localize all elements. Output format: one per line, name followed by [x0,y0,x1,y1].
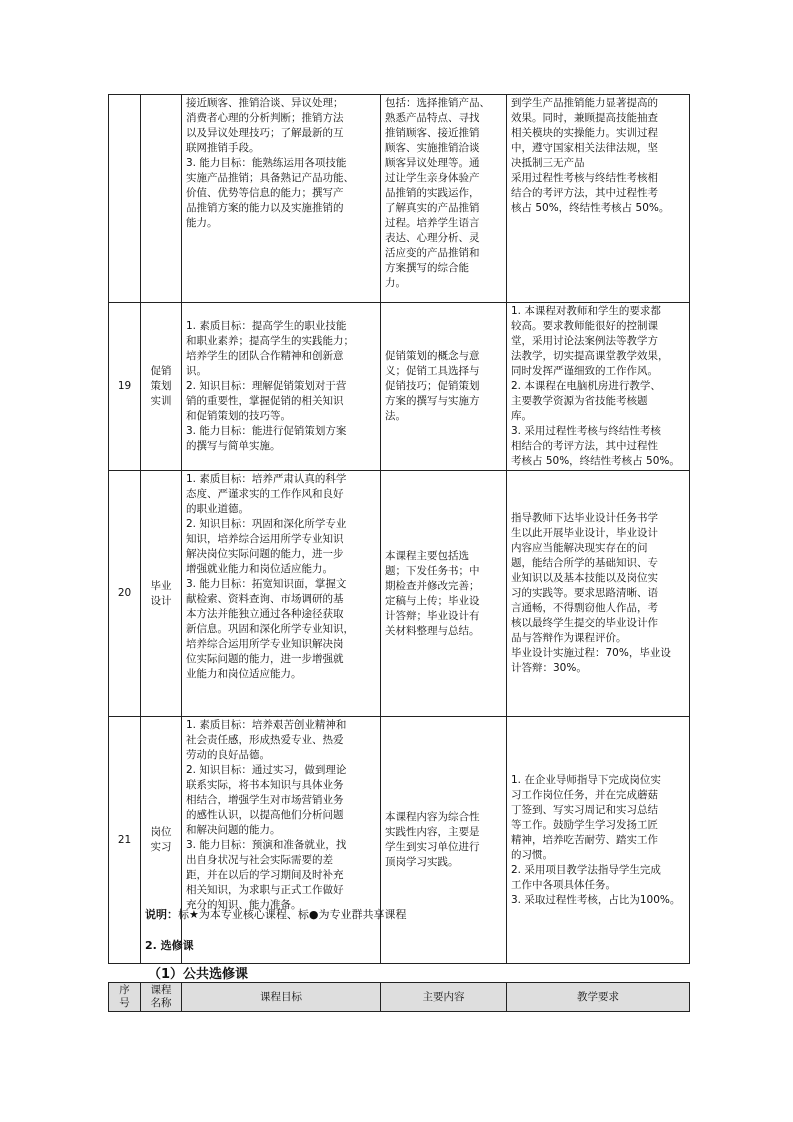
main-content-line: 实践性内容，主要是 [385,826,480,838]
teaching-requirements-line: 效果。同时，兼顾提高技能抽查 [511,112,658,124]
main-content-line: 包括：选择推销产品、 [385,97,490,109]
course-goals-line: 识。 [186,365,207,377]
table-row [109,303,690,471]
teaching-requirements-line: 3. 采用过程性考核与终结性考核 [511,425,661,437]
course-goals-cell [182,303,381,471]
header-course-goals: 课程目标 [182,983,381,1012]
course-goals-line: 联系实际，将书本知识与具体业务 [186,779,344,791]
course-goals-line: 培养综合运用所学专业知识解决岗 [186,638,344,650]
course-goals-line: 知识，培养综合运用所学专业知识 [186,533,344,545]
main-content-line: 方案的撰写与实施方 [385,395,480,407]
teaching-requirements-line: 工作中各项具体任务。 [511,878,616,891]
teaching-requirements-line: 决抵制三无产品 [511,157,585,169]
course-goals-line: 3. 能力目标：能进行促销策划方案 [186,425,347,437]
footnote-label: 说明： [145,908,178,921]
teaching-requirements-line: 习的实践等。要求思路清晰、语 [511,587,658,599]
teaching-requirements-line: 毕业设计实施过程：70%，毕业设 [511,647,671,659]
teaching-requirements-line: 结合的考评方法，其中过程性考 [511,187,658,199]
header-num [109,983,141,1012]
course-goals-line: 的职业道德。 [186,503,249,515]
course-name-line: 促销 [150,365,172,377]
teaching-requirements-cell [507,95,690,303]
teaching-requirements-line: 核占 50%，终结性考核占 50%。 [511,202,670,214]
main-content-line: 促销技巧；促销策划 [385,380,480,392]
footnote [145,906,406,922]
course-goals-line: 充分的知识、能力准备。 [186,899,302,911]
table-row [109,717,690,964]
course-goals-line: 态度、严谨求实的工作作风和良好 [186,488,344,500]
course-name-line: 毕业 [150,579,172,592]
course-goals-line [186,304,376,319]
header-teaching-requirements: 教学要求 [507,983,690,1012]
teaching-requirements-line: 的习惯。 [511,848,553,861]
course-goals-line: 1. 素质目标：培养严肃认真的科学 [186,473,347,485]
row-number: 20 [109,471,141,717]
elective-table-header-row [109,983,690,1012]
teaching-requirements-line: 较高。要求教师能很好的控制课 [511,320,658,332]
main-content-line: 过程。培养学生语言 [385,217,480,229]
teaching-requirements-line: 丁签到、写实习周记和实习总结 [511,803,658,816]
curriculum-table-body [109,95,690,964]
main-content-line: 学生到实习单位进行 [385,841,480,853]
course-goals-line: 销的重要性，掌握促销的相关知识 [186,395,344,407]
course-goals-line: 业能力和岗位适应能力。 [186,668,302,680]
course-goals-line: 相关知识，为求职与正式工作做好 [186,884,344,896]
header-num-line: 号 [119,997,130,1009]
course-goals-line: 2. 知识目标：巩固和深化所学专业 [186,518,347,530]
course-goals-line: 和解决问题的能力。 [186,824,281,836]
teaching-requirements-line: 法教学，切实提高课堂教学效果， [511,350,669,362]
main-content-line: 表达、心理分析、灵 [385,232,480,244]
table-row [109,471,690,717]
main-content-line: 顶岗学习实践。 [385,856,459,868]
main-content-line: 义；促销工具选择与 [385,365,480,377]
footnote-text: 标★为本专业核心课程、标●为专业群共享课程 [178,908,407,921]
course-goals-line: 3. 能力目标：能熟练运用各项技能 [186,157,347,169]
main-content-line: 熟悉产品特点、寻找 [385,112,480,124]
header-main-content: 主要内容 [381,983,507,1012]
teaching-requirements-line: 2. 本课程在电脑机房进行教学、 [511,380,661,392]
course-goals-line: 出自身状况与社会实际需要的差 [186,854,333,866]
course-goals-line: 1. 素质目标：提高学生的职业技能 [186,320,347,332]
course-goals-line: 3. 能力目标：拓宽知识面，掌握文 [186,578,347,590]
main-content-line: 顾客、实施推销洽谈 [385,142,480,154]
teaching-requirements-cell [507,717,690,964]
teaching-requirements-line: 中，遵守国家相关法律法规，坚 [511,142,658,154]
course-goals-line: 增强就业能力和岗位适应能力。 [186,563,333,575]
course-goals-line: 相结合，增强学生对市场营销业务 [186,794,344,806]
teaching-requirements-line: 主要教学资源为省技能考核题 [511,395,648,407]
course-goals-line: 本方法并能独立通过各种途径获取 [186,608,344,620]
teaching-requirements-line: 到学生产品推销能力显著提高的 [511,97,658,109]
teaching-requirements-cell [507,303,690,471]
main-content-line: 品推销的实践运作， [385,187,480,199]
teaching-requirements-line: 内容应当能解决现实存在的问 [511,542,648,554]
teaching-requirements-line: 堂，采用讨论法案例法等教学方 [511,335,658,347]
row-number: 19 [109,303,141,471]
main-content-line: 活应变的产品推销和 [385,247,480,259]
course-goals-line: 实施产品推销；具备熟记产品功能、 [186,172,354,184]
header-course-name-line: 名称 [150,997,172,1009]
course-goals-cell [182,471,381,717]
course-goals-line: 1. 素质目标：培养艰苦创业精神和 [186,719,347,731]
row-number: 21 [109,717,141,964]
course-goals-line: 消费者心理的分析判断；推销方法 [186,112,344,124]
main-content-line: 促销策划的概念与意 [385,350,480,362]
teaching-requirements-line: 题，能结合所学的基础知识、专 [511,557,658,569]
main-content-line: 过让学生亲身体验产 [385,172,480,184]
course-goals-line: 新信息。巩固和深化所学专业知识， [186,623,354,635]
course-goals-line: 联网推销手段。 [186,142,260,154]
teaching-requirements-line: 相结合的考评方法，其中过程性 [511,440,658,452]
course-name-cell [141,471,182,717]
course-name-cell [141,717,182,964]
curriculum-table [108,94,690,964]
main-content-cell [381,303,507,471]
course-name-line: 实训 [150,395,172,407]
course-goals-line: 能力。 [186,217,218,229]
table-row [109,95,690,303]
teaching-requirements-line: 库。 [511,410,532,422]
course-goals-line: 的撰写与简单实施。 [186,440,281,452]
teaching-requirements-line: 1. 本课程对教师和学生的要求都 [511,305,661,317]
teaching-requirements-line: 精神，培养吃苦耐劳、踏实工作 [511,833,658,846]
teaching-requirements-line: 2. 采用项目教学法指导学生完成 [511,863,661,876]
course-goals-line: 以及异议处理技巧；了解最新的互 [186,127,344,139]
course-goals-line: 2. 知识目标：通过实习，做到理论 [186,764,347,776]
course-goals-line: 社会责任感，形成热爱专业、热爱 [186,734,344,746]
main-content-line: 方案撰写的综合能 [385,262,469,274]
course-goals-cell [182,717,381,964]
teaching-requirements-line: 相关模块的实操能力。实训过程 [511,127,658,139]
main-content-line: 力。 [385,277,406,289]
section-heading-elective: 2. 选修课 [145,939,194,952]
main-content-line: 期检查并修改完善； [385,579,480,592]
teaching-requirements-line: 采用过程性考核与终结性考核相 [511,172,658,184]
main-content-line: 法。 [385,410,406,422]
course-goals-cell [182,95,381,303]
main-content-line: 计答辩；毕业设计有 [385,609,480,622]
course-goals-line: 和促销策划的技巧等。 [186,410,291,422]
main-content-line: 顾客异议处理等。通 [385,157,480,169]
teaching-requirements-line: 核以最终学生提交的毕业设计作 [511,617,658,629]
teaching-requirements-line: 习工作岗位任务，并在完成蘑菇 [511,788,658,801]
header-course-name-line: 课程 [150,984,172,996]
course-goals-line: 的感性认识，以提高他们分析问题 [186,809,344,821]
teaching-requirements-line: 1. 在企业导师指导下完成岗位实 [511,773,661,786]
course-name-line: 岗位 [150,826,172,838]
teaching-requirements-line: 等工作。鼓励学生学习发扬工匠 [511,818,658,831]
teaching-requirements-cell [507,471,690,717]
teaching-requirements-line: 考核占 50%，终结性考核占 50%。 [511,455,680,467]
course-goals-line: 和职业素养；提高学生的实践能力； [186,335,354,347]
main-content-line: 本课程主要包括选 [385,549,469,562]
teaching-requirements-line: 指导教师下达毕业设计任务书学 [511,512,658,524]
course-goals-line: 3. 能力目标：预演和准备就业，找 [186,839,347,851]
course-goals-line: 价值、优势等信息的能力；撰写产 [186,187,344,199]
header-course-name [141,983,182,1012]
main-content-line: 推销顾客、接近推销 [385,127,480,139]
teaching-requirements-line: 言通畅，不得剽窃他人作品，考 [511,602,658,614]
main-content-cell [381,95,507,303]
course-goals-line: 接近顾客、推销洽谈、异议处理； [186,97,344,109]
header-num-line: 序 [119,984,130,996]
teaching-requirements-line: 生以此开展毕业设计，毕业设计 [511,527,658,539]
main-content-line: 本课程内容为综合性 [385,811,480,823]
teaching-requirements-line: 业知识以及基本技能以及岗位实 [511,572,658,584]
course-goals-line: 位实际问题的能力，进一步增强就 [186,653,344,665]
course-name-line: 实习 [150,841,172,853]
course-name-cell [141,303,182,471]
course-name-cell [141,95,182,303]
course-goals-line: 劳动的良好品德。 [186,749,270,761]
course-goals-line: 2. 知识目标：理解促销策划对于营 [186,380,347,392]
main-content-line: 关材料整理与总结。 [385,624,480,637]
main-content-line: 题；下发任务书；中 [385,564,480,577]
course-goals-line: 培养学生的团队合作精神和创新意 [186,350,344,362]
course-goals-line: 献检索、资料查询、市场调研的基 [186,593,344,605]
main-content-cell [381,717,507,964]
main-content-line: 定稿与上传；毕业设 [385,594,480,607]
course-goals-line: 距，并在以后的学习期间及时补充 [186,869,344,881]
section-heading-public-elective: （1）公共选修课 [148,967,249,982]
teaching-requirements-line: 品与答辩作为课程评价。 [511,632,627,644]
course-name-line: 策划 [150,380,172,392]
row-number [109,95,141,303]
course-goals-line: 解决岗位实际问题的能力，进一步 [186,548,344,560]
course-goals-line: 品推销方案的能力以及实施推销的 [186,202,344,214]
elective-course-table [108,982,690,1012]
main-content-line: 了解真实的产品推销 [385,202,480,214]
teaching-requirements-line: 3. 采取过程性考核，占比为100%。 [511,893,681,906]
teaching-requirements-line: 计答辩：30%。 [511,662,587,674]
main-content-cell [381,471,507,717]
teaching-requirements-line: 同时发挥严谨细致的工作作风。 [511,365,658,377]
course-name-line: 设计 [150,594,172,607]
